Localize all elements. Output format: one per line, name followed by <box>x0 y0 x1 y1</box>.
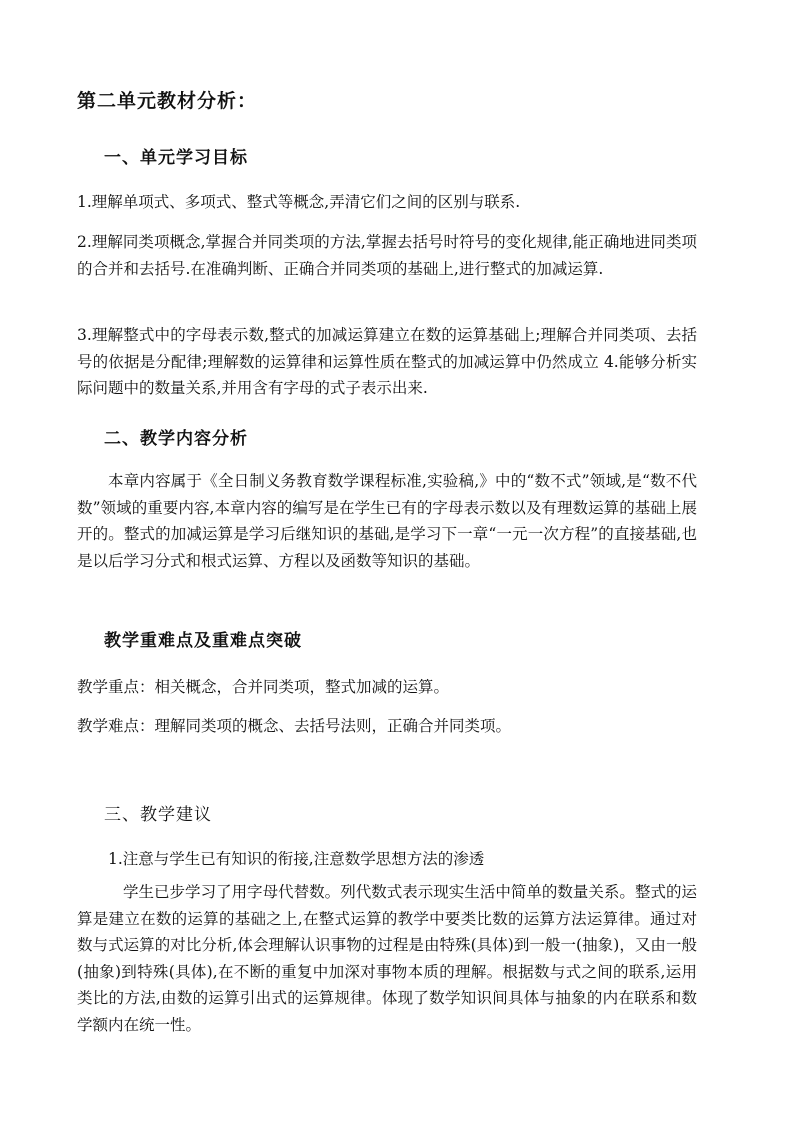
document-title: 第二单元教材分析： <box>77 90 258 112</box>
suggestion-paragraph: 学生已步学习了用字母代替数。列代数式表示现实生活中简单的数量关系。整式的运算是建立在数的运算的基础之上,在整式运算的教学中要类比数的运算方法运算律。通过对数与式运算的对比分析,体会理解认识事物的过程是由特殊(具体)到一般一(抽象)，又由一般(抽象)到特殊(具体),在不断的重复中加深对事物本质的理解。根据数与式之间的联系,运用类比的方法,由数的运算引出式的运算规律。体现了数学知识间具体与抽象的内在联系和数学额内在统一性。 <box>77 883 697 1034</box>
section-heading-content-analysis: 二、教学内容分析 <box>104 429 248 449</box>
teaching-difficulty: 教学难点：理解同类项的概念、去括号法则，正确合并同类项。 <box>77 717 512 735</box>
section-heading-key-points: 教学重难点及重难点突破 <box>104 631 302 651</box>
goal-item-1: 1.理解单项式、多项式、整式等概念,弄清它们之间的区别与联系. <box>77 193 521 211</box>
section-heading-teaching-suggestions: 三、教学建议 <box>104 805 212 825</box>
suggestion-item-1: 1.注意与学生已有知识的衔接,注意数学思想方法的渗透 <box>108 850 485 868</box>
content-analysis-paragraph: 本章内容属于《全日制义务教育数学课程标准,实验稿,》中的“数不式”领域,是“数不代数”领域的重要内容,本章内容的编写是在学生已有的字母表示数以及有理数运算的基础上展开的。整式的加减运算是学习后继知识的基础,是学习下一章“一元一次方程”的直接基础,也是以后学习分式和根式运算、方程以及函数等知识的基础。 <box>77 472 697 570</box>
goal-item-3: 3.理解整式中的字母表示数,整式的加减运算建立在数的运算基础上;理解合并同类项、去括号的依据是分配律;理解数的运算律和运算性质在整式的加减运算中仍然成立 4.能够分析实际问题中的数量关系,并用含有字母的式子表示出来. <box>77 326 697 397</box>
goal-item-2: 2.理解同类项概念,掌握合并同类项的方法,掌握去括号时符号的变化规律,能正确地进同类项的合并和去括号.在准确判断、正确合并同类项的基础上,进行整式的加减运算. <box>77 233 697 278</box>
teaching-focus: 教学重点：相关概念，合并同类项，整式加减的运算。 <box>77 678 450 696</box>
section-heading-learning-goals: 一、单元学习目标 <box>104 148 248 168</box>
